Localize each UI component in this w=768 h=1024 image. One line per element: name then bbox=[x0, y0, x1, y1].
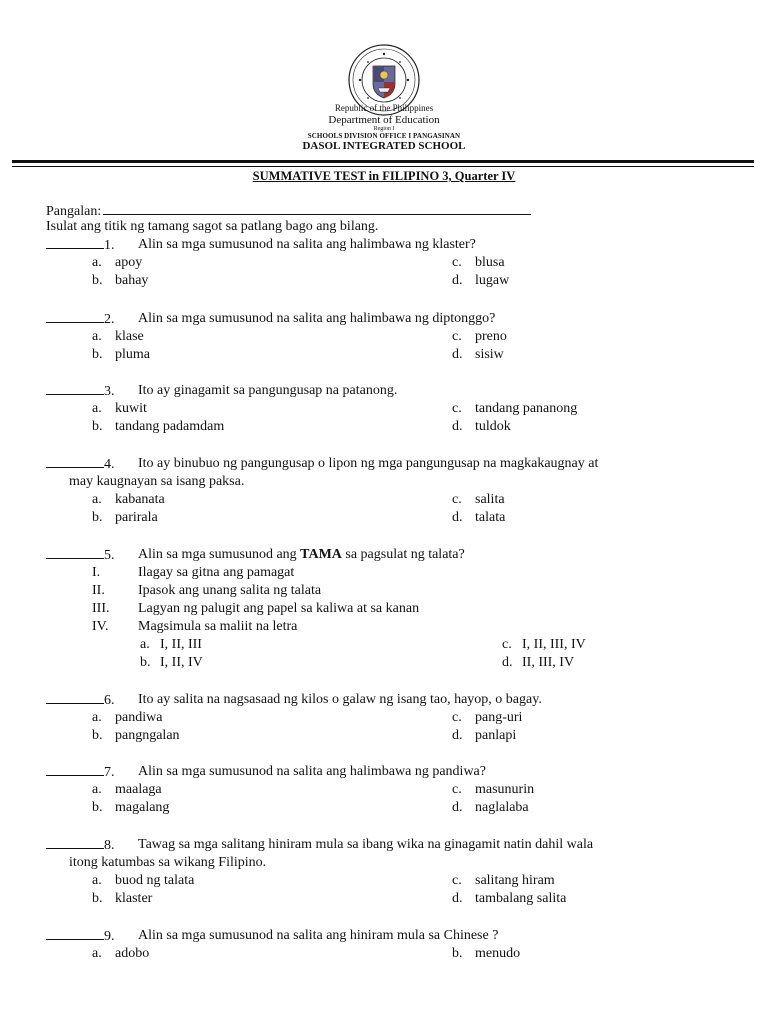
choice-letter: b. bbox=[92, 419, 103, 434]
question-number: 6. bbox=[104, 693, 115, 708]
choice-text: sisiw bbox=[475, 347, 504, 362]
question-text-continued: may kaugnayan sa isang paksa. bbox=[69, 474, 245, 489]
choice-letter: b. bbox=[92, 347, 103, 362]
choice-letter: d. bbox=[452, 273, 463, 288]
choice-letter: b. bbox=[140, 655, 151, 670]
choice-letter: c. bbox=[452, 255, 462, 270]
question-text: Tawag sa mga salitang hiniram mula sa ibang wika na ginagamit natin dahil wala bbox=[138, 837, 594, 852]
choice-text: maalaga bbox=[115, 782, 162, 797]
choice-text: I, II, IV bbox=[160, 655, 203, 670]
choice-letter: c. bbox=[452, 401, 462, 416]
question-row bbox=[46, 236, 115, 254]
question-text bbox=[138, 546, 465, 563]
choice-text: kabanata bbox=[115, 492, 165, 507]
choice-letter: d. bbox=[452, 419, 463, 434]
question-row bbox=[46, 927, 115, 945]
choice-letter: b. bbox=[92, 273, 103, 288]
choice-letter: a. bbox=[92, 492, 102, 507]
statement-numeral: II. bbox=[92, 583, 105, 598]
choice-letter: a. bbox=[92, 255, 102, 270]
header-republic: Republic of the Philippines bbox=[334, 103, 434, 113]
answer-blank[interactable] bbox=[46, 382, 104, 395]
choice-letter: b. bbox=[92, 891, 103, 906]
choice-text: tuldok bbox=[475, 419, 511, 434]
choice-letter: c. bbox=[452, 782, 462, 797]
choice-text: preno bbox=[475, 329, 507, 344]
question-text: Alin sa mga sumusunod na salita ang halimbawa ng pandiwa? bbox=[138, 764, 486, 779]
answer-blank[interactable] bbox=[46, 927, 104, 940]
answer-blank[interactable] bbox=[46, 455, 104, 468]
statement-numeral: I. bbox=[92, 565, 101, 580]
choice-letter: c. bbox=[452, 710, 462, 725]
header-school-name: DASOL INTEGRATED SCHOOL bbox=[302, 140, 466, 152]
choice-text: pangngalan bbox=[115, 728, 180, 743]
choice-letter: d. bbox=[452, 728, 463, 743]
header-region: Region I bbox=[373, 126, 395, 132]
question-text: Ito ay salita na nagsasaad ng kilos o galaw ng isang tao, hayop, o bagay. bbox=[138, 692, 542, 707]
question-text: Alin sa mga sumusunod na salita ang halimbawa ng klaster? bbox=[138, 237, 476, 252]
question-row bbox=[46, 382, 115, 400]
choice-text: pluma bbox=[115, 347, 150, 362]
choice-text: II, III, IV bbox=[522, 655, 575, 670]
choice-text: klaster bbox=[115, 891, 153, 906]
question-text: Ito ay ginagamit sa pangungusap na patanong. bbox=[138, 383, 398, 398]
choice-text: tandang padamdam bbox=[115, 419, 225, 434]
choice-letter: a. bbox=[92, 782, 102, 797]
choice-letter: b. bbox=[92, 800, 103, 815]
choice-text: I, II, III bbox=[160, 637, 202, 652]
choice-text: adobo bbox=[115, 946, 150, 961]
question-text-emphasis: TAMA bbox=[300, 547, 342, 562]
question-text-continued: itong katumbas sa wikang Filipino. bbox=[69, 855, 267, 870]
choice-text: lugaw bbox=[475, 273, 510, 288]
choice-text: tandang pananong bbox=[475, 401, 578, 416]
question-text: Ito ay binubuo ng pangungusap o lipon ng mga pangungusap na magkakaugnay at bbox=[138, 456, 599, 471]
answer-blank[interactable] bbox=[46, 236, 104, 249]
choice-letter: a. bbox=[92, 946, 102, 961]
choice-text: pandiwa bbox=[115, 710, 163, 725]
choice-text: bahay bbox=[115, 273, 149, 288]
choice-text: I, II, III, IV bbox=[522, 637, 586, 652]
instructions: Isulat ang titik ng tamang sagot sa patlang bago ang bilang. bbox=[46, 219, 379, 234]
statement-numeral: III. bbox=[92, 601, 110, 616]
choice-letter: b. bbox=[92, 510, 103, 525]
question-number: 9. bbox=[104, 929, 115, 944]
question-text-part: Alin sa mga sumusunod ang bbox=[138, 547, 297, 562]
header-department: Department of Education bbox=[328, 114, 440, 126]
choice-letter: a. bbox=[92, 710, 102, 725]
question-number: 2. bbox=[104, 312, 115, 327]
choice-letter: c. bbox=[452, 329, 462, 344]
choice-letter: c. bbox=[452, 873, 462, 888]
choice-text: masunurin bbox=[475, 782, 535, 797]
statement-text: Lagyan ng palugit ang papel sa kaliwa at sa kanan bbox=[138, 601, 420, 616]
choice-text: talata bbox=[475, 510, 506, 525]
header-division: SCHOOLS DIVISION OFFICE I PANGASINAN bbox=[307, 132, 461, 140]
choice-text: parirala bbox=[115, 510, 158, 525]
choice-letter: d. bbox=[452, 347, 463, 362]
question-number: 3. bbox=[104, 384, 115, 399]
choice-letter: d. bbox=[452, 891, 463, 906]
header-divider-thin bbox=[12, 166, 754, 167]
answer-blank[interactable] bbox=[46, 836, 104, 849]
question-row bbox=[46, 763, 115, 781]
choice-text: panlapi bbox=[475, 728, 517, 743]
question-row bbox=[46, 691, 115, 709]
answer-blank[interactable] bbox=[46, 691, 104, 704]
statement-numeral: IV. bbox=[92, 619, 109, 634]
choice-text: naglalaba bbox=[475, 800, 529, 815]
choice-letter: d. bbox=[452, 800, 463, 815]
answer-blank[interactable] bbox=[46, 763, 104, 776]
choice-text: menudo bbox=[475, 946, 521, 961]
choice-text: tambalang salita bbox=[475, 891, 567, 906]
question-number: 5. bbox=[104, 548, 115, 563]
choice-letter: d. bbox=[452, 510, 463, 525]
choice-text: klase bbox=[115, 329, 144, 344]
question-text: Alin sa mga sumusunod na salita ang halimbawa ng diptonggo? bbox=[138, 311, 496, 326]
question-row bbox=[46, 836, 115, 854]
choice-text: kuwit bbox=[115, 401, 147, 416]
question-row bbox=[46, 310, 115, 328]
choice-text: salitang hiram bbox=[475, 873, 555, 888]
name-field-line[interactable] bbox=[103, 201, 531, 215]
question-row bbox=[46, 455, 115, 473]
choice-letter: b. bbox=[452, 946, 463, 961]
question-number: 4. bbox=[104, 457, 115, 472]
choice-text: magalang bbox=[115, 800, 170, 815]
choice-letter: c. bbox=[452, 492, 462, 507]
statement-text: Ipasok ang unang salita ng talata bbox=[138, 583, 322, 598]
question-row bbox=[46, 546, 115, 564]
answer-blank[interactable] bbox=[46, 546, 104, 559]
header-divider-thick bbox=[12, 160, 754, 163]
statement-text: Ilagay sa gitna ang pamagat bbox=[138, 565, 295, 580]
question-text: Alin sa mga sumusunod na salita ang hiniram mula sa Chinese ? bbox=[138, 928, 499, 943]
choice-text: blusa bbox=[475, 255, 505, 270]
choice-letter: a. bbox=[92, 873, 102, 888]
test-title: SUMMATIVE TEST in FILIPINO 3, Quarter IV bbox=[252, 169, 516, 183]
question-number: 7. bbox=[104, 765, 115, 780]
choice-letter: d. bbox=[502, 655, 513, 670]
question-number: 1. bbox=[104, 238, 115, 253]
choice-letter: a. bbox=[92, 329, 102, 344]
question-number: 8. bbox=[104, 838, 115, 853]
choice-text: pang-uri bbox=[475, 710, 523, 725]
statement-text: Magsimula sa maliit na letra bbox=[138, 619, 298, 634]
answer-blank[interactable] bbox=[46, 310, 104, 323]
question-text-part: sa pagsulat ng talata? bbox=[345, 547, 465, 562]
name-label: Pangalan: bbox=[46, 204, 102, 219]
choice-text: apoy bbox=[115, 255, 143, 270]
choice-letter: b. bbox=[92, 728, 103, 743]
choice-text: salita bbox=[475, 492, 505, 507]
choice-letter: a. bbox=[140, 637, 150, 652]
choice-text: buod ng talata bbox=[115, 873, 195, 888]
choice-letter: a. bbox=[92, 401, 102, 416]
choice-letter: c. bbox=[502, 637, 512, 652]
